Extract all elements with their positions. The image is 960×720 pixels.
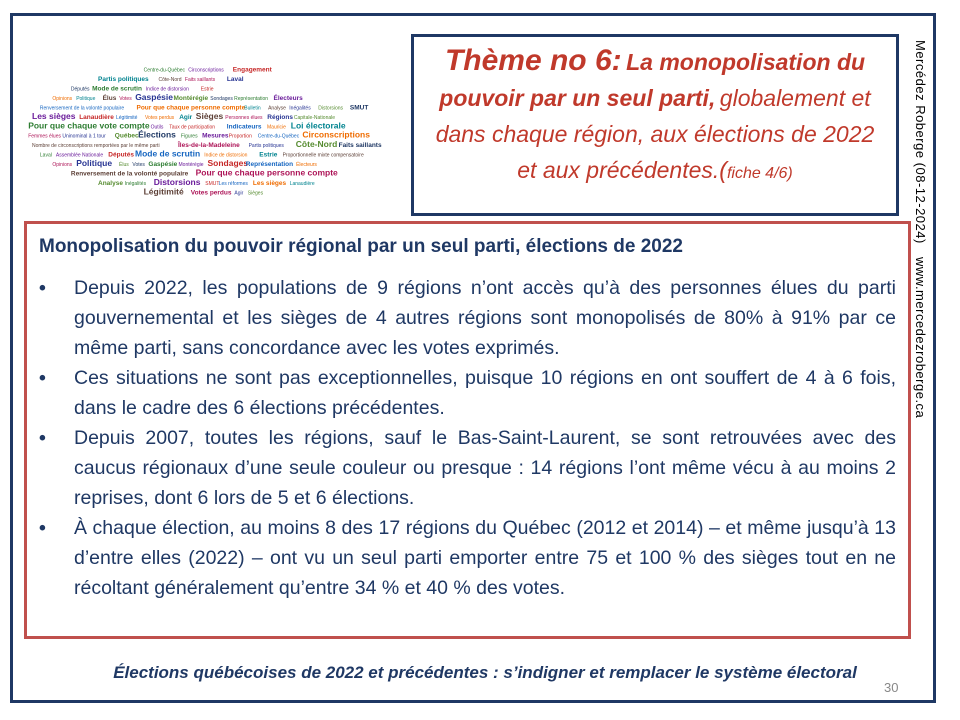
word-cloud-word: Estrie [200,86,214,93]
word-cloud-word: Votes [132,162,145,168]
word-cloud-word: Politique [76,158,113,168]
theme-fiche: fiche 4/6) [726,165,793,182]
word-cloud-word: Uninominal à 1 tour [62,133,106,140]
word-cloud-word: Taux de participation [169,124,216,131]
word-cloud-word: Les sièges [252,179,287,187]
word-cloud-word: Mesures [202,132,229,140]
word-cloud-word: Sondages [207,158,249,168]
word-cloud-graphic [24,64,400,196]
word-cloud-word: Élus [102,95,117,102]
word-cloud-word: Renversement de la volonté populaire [39,105,125,112]
word-cloud-word: Circonscriptions [188,67,224,74]
bullet-item [39,273,896,363]
word-cloud-word: Assemblée Nationale [55,152,104,159]
word-cloud-word: Représentation [234,96,269,102]
word-cloud-word: Les réformes [218,180,248,187]
word-cloud-word: Mauricie [267,124,286,131]
word-cloud-word: Distorsions [318,105,344,112]
word-cloud-word: Votes perdus [190,189,232,196]
bullet-dot: • [39,277,46,299]
bullet-text: Depuis 2007, toutes les régions, sauf le Bas-Saint-Laurent, se sont retrouvées avec des caucus régionaux d’une seule couleur ou presque : 14 régions l’ont même vécu à au moins 2 reprises, dont 6 lors de 5 et 6 élections. [74,427,896,509]
word-cloud-word: Inégalités [124,180,147,187]
sidebar-website[interactable]: www.mercedezroberge.ca [913,257,928,419]
word-cloud-word: Régions [267,113,293,121]
word-cloud-word: Indice de distorsion [145,86,189,93]
word-cloud-word: Côte-Nord [295,139,338,150]
word-cloud-word: Mode de scrutin [92,85,142,93]
word-cloud-word: Indice de distorsion [204,152,248,159]
sidebar-author: Mercédez Roberge (08-12-2024) [913,40,928,244]
word-cloud-word: Proportionnelle mixte compensatoire [282,152,364,159]
bullet-dot: • [39,367,46,389]
theme-title-prefix: Thème no 6: [444,44,622,77]
theme-title-bold: La monopolisation du pouvoir par un seul parti, [439,49,866,111]
word-cloud-word: Les sièges [32,110,76,121]
word-cloud-word: Centre-du-Québec [257,133,300,140]
word-cloud-word: Pour que chaque personne compte [136,104,246,112]
word-cloud-word: Sièges [247,190,264,196]
word-cloud-word: Figures [180,133,198,140]
word-cloud-word: Lanaudière [289,180,315,187]
word-cloud-word: Distorsions [153,176,201,187]
word-cloud-word: Élections [138,129,176,140]
word-cloud-word: Côte-Nord [158,77,182,84]
word-cloud-word: Gaspésie [135,92,174,102]
page-number: 30 [884,680,899,695]
word-cloud-word: Estrie [259,151,278,159]
footer-title: Élections québécoises de 2022 et précédentes : s’indigner et remplacer le système électoral [113,663,857,682]
word-cloud-word: Analyse [98,179,123,187]
bullet-text: Ces situations ne sont pas exceptionnelles, puisque 10 régions en ont souffert de 4 à 6 fois, dans le cadre des 6 élections précédentes. [74,367,896,419]
word-cloud-word: Partis politiques [248,143,284,150]
word-cloud-word: Légitimité [143,186,184,196]
word-cloud-word: Agir [234,190,244,196]
word-cloud-word: Capitale-Nationale [293,114,336,121]
word-cloud-word: Québec [114,132,139,140]
bullet-dot: • [39,517,46,539]
word-cloud-word: Lanaudière [79,113,114,121]
word-cloud-word: SMUT [349,104,369,112]
word-cloud-word: Montérégie [178,162,204,168]
word-cloud-word: Laval [226,76,244,84]
bullet-item [39,423,896,513]
word-cloud-word: Politique [76,96,96,102]
word-cloud-word: Représentation [245,161,294,168]
word-cloud-word: Renversement de la volonté populaire [70,170,189,178]
word-cloud-word: Îles-de-la-Madeleine [178,142,240,150]
word-cloud-word: Pour que chaque vote compte [28,120,150,131]
word-cloud-word: Pour que chaque personne compte [195,167,338,178]
bullet-dot: • [39,427,46,449]
word-cloud-word: Opinions [52,96,73,102]
word-cloud-word: Inégalités [289,105,311,112]
word-cloud-word: Indicateurs [226,123,262,131]
word-cloud-word: Partis politiques [98,76,149,84]
word-cloud-word: Sondages [210,96,233,102]
word-cloud-word: Mode de scrutin [135,148,201,159]
word-cloud-word: Outils [150,124,164,131]
word-cloud-word: Députés [108,151,134,159]
word-cloud-word: Analyse [268,105,286,112]
word-cloud-word: Nombre de circonscriptions remportées par le même parti [32,143,160,150]
word-cloud-word: Votes [119,96,132,102]
word-cloud-word: SMUT [205,180,220,187]
bullet-text: À chaque élection, au moins 8 des 17 régions du Québec (2012 et 2014) – et même jusqu’à 13 d’entre elles (2022) – ont vu un seul parti emporter entre 75 et 100 % des sièges tout en ne récoltant généralement qu’entre 34 % et 40 % des votes. [74,517,896,599]
word-cloud-word: Gaspésie [148,161,178,168]
word-cloud-word: Électeurs [273,95,303,102]
content-box [24,221,911,639]
word-cloud-word: Votes perdus [145,114,175,121]
word-cloud-word: Légitimité [116,114,138,121]
content-heading: Monopolisation du pouvoir régional par un seul parti, élections de 2022 [39,236,683,257]
word-cloud-word: Faits saillants [184,77,216,84]
word-cloud-word: Bulletin [244,105,261,112]
word-cloud-word: Montérégie [173,95,209,102]
bullet-item [39,513,896,603]
word-cloud-word: Opinions [52,162,73,168]
bullet-list [39,273,896,603]
theme-title-box [411,34,899,216]
word-cloud-word: Femmes élues [28,133,61,140]
word-cloud-word: Électeurs [296,162,317,168]
word-cloud-word: Agir [179,113,193,121]
word-cloud-word: Sièges [195,110,224,121]
word-cloud-word: Loi électorale [290,120,346,131]
word-cloud-image [24,64,400,196]
word-cloud-word: Élus [119,162,129,168]
word-cloud-word: Centre-du-Québec [143,67,186,74]
word-cloud-word: Laval [39,152,52,159]
word-cloud-word: Circonscriptions [302,129,370,140]
theme-title-rest: globalement et dans chaque région, aux élections de 2022 et aux précédentes.( [435,85,875,183]
word-cloud-word: Faits saillants [338,142,382,150]
bullet-item [39,363,896,423]
word-cloud-word: Députés [70,86,90,93]
word-cloud-word: Proportion [228,133,252,140]
bullet-text: Depuis 2022, les populations de 9 régions n’ont accès qu’à des personnes élues du parti gouvernemental et les sièges de 4 autres régions sont monopolisés de 80% à 91% par ce même parti, sans concordance avec les votes exprimés. [74,277,896,359]
word-cloud-word: Engagement [232,66,272,74]
word-cloud-word: Personnes élues [225,114,263,121]
